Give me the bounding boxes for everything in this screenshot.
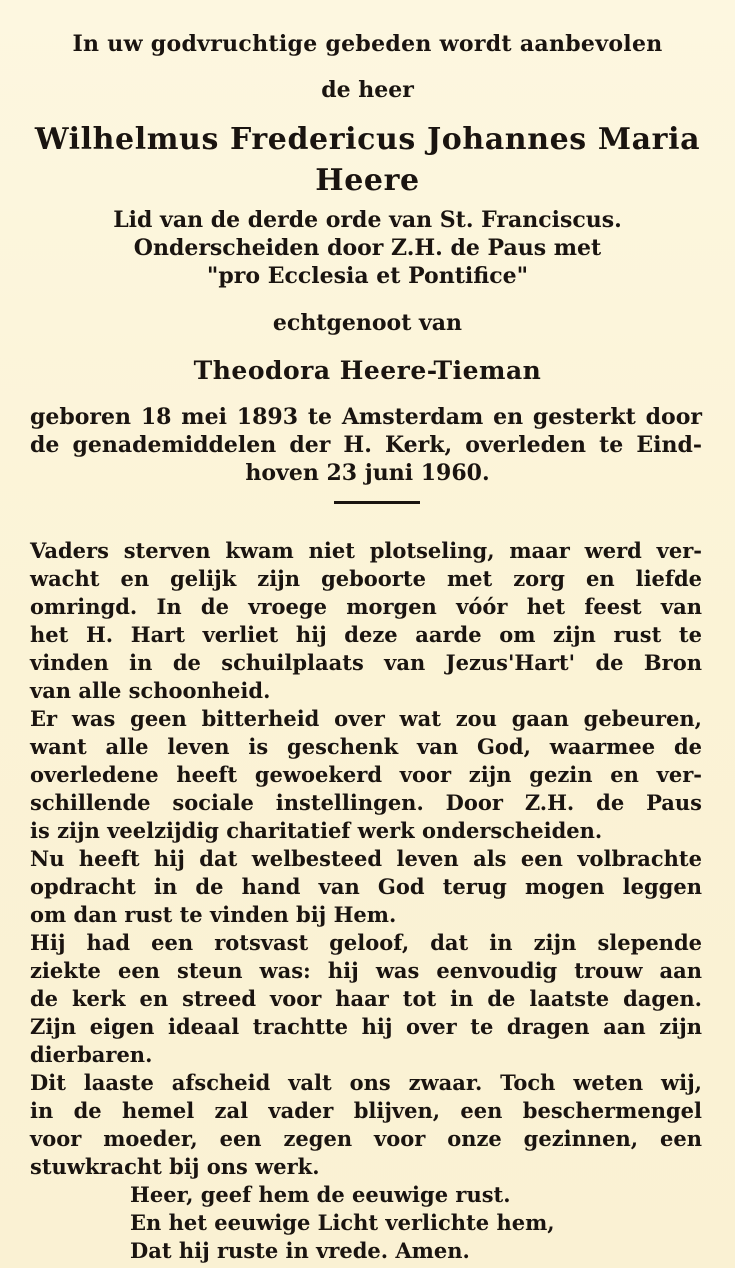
body-line: het H. Hart verliet hij deze aarde om zijn rust te [30,622,702,647]
body-line: voor moeder, een zegen voor onze gezinnen, een [30,1126,702,1151]
body-line: dierbaren. [30,1042,153,1067]
honor-line: Lid van de derde orde van St. Franciscus. [113,207,622,233]
honor-line: Onderscheiden door Z.H. de Paus met [133,235,602,261]
spouse-label: echtgenoot van [272,310,463,336]
honor-line: "pro Ecclesia et Pontifice" [206,263,529,289]
body-line: Zijn eigen ideaal trachtte hij over te dragen aan zijn [30,1014,702,1039]
divider-rule [334,501,420,504]
bio-line: geboren 18 mei 1893 te Amsterdam en gesterkt door [30,404,702,430]
body-line: Nu heeft hij dat welbesteed leven als een volbrachte [30,846,702,871]
body-line: stuwkracht bij ons werk. [30,1154,320,1179]
salutation: de heer [321,77,414,103]
body-line: Hij had een rotsvast geloof, dat in zijn slepende [30,930,702,955]
spouse-name: Theodora Heere-Tieman [193,356,542,385]
bio-line: de genademiddelen der H. Kerk, overleden te Eind- [30,432,702,458]
body-line: schillende sociale instellingen. Door Z.H. de Paus [30,790,702,815]
body-line: om dan rust te vinden bij Hem. [30,902,397,927]
body-line: overledene heeft gewoekerd voor zijn gezin en ver- [30,762,702,787]
body-line: is zijn veelzijdig charitatief werk onderscheiden. [30,818,603,843]
body-line: omringd. In de vroege morgen vóór het feest van [30,594,702,619]
prayer-line: En het eeuwige Licht verlichte hem, [130,1210,555,1235]
body-line: Er was geen bitterheid over wat zou gaan gebeuren, [30,706,702,731]
prayer-line: Heer, geef hem de eeuwige rust. [130,1182,511,1207]
bio-line: hoven 23 juni 1960. [245,460,490,486]
body-line: vinden in de schuilplaats van Jezus'Hart' de Bron [30,650,702,675]
body-line: wacht en gelijk zijn geboorte met zorg en liefde [30,566,702,591]
body-line: Dit laaste afscheid valt ons zwaar. Toch weten wij, [30,1070,702,1095]
body-line: want alle leven is geschenk van God, waarmee de [30,734,702,759]
body-line: in de hemel zal vader blijven, een beschermengel [30,1098,702,1123]
body-line: Vaders sterven kwam niet plotseling, maar werd ver- [30,538,702,563]
deceased-name-line1: Wilhelmus Fredericus Johannes Maria [34,122,701,157]
prayer-line: Dat hij ruste in vrede. Amen. [130,1238,470,1263]
intro-text: In uw godvruchtige gebeden wordt aanbevolen [72,31,663,57]
deceased-name-line2: Heere [315,163,420,198]
body-line: de kerk en streed voor haar tot in de laatste dagen. [30,986,702,1011]
body-line: opdracht in de hand van God terug mogen leggen [30,874,702,899]
body-line: ziekte een steun was: hij was eenvoudig trouw aan [30,958,702,983]
body-line: van alle schoonheid. [30,678,271,703]
